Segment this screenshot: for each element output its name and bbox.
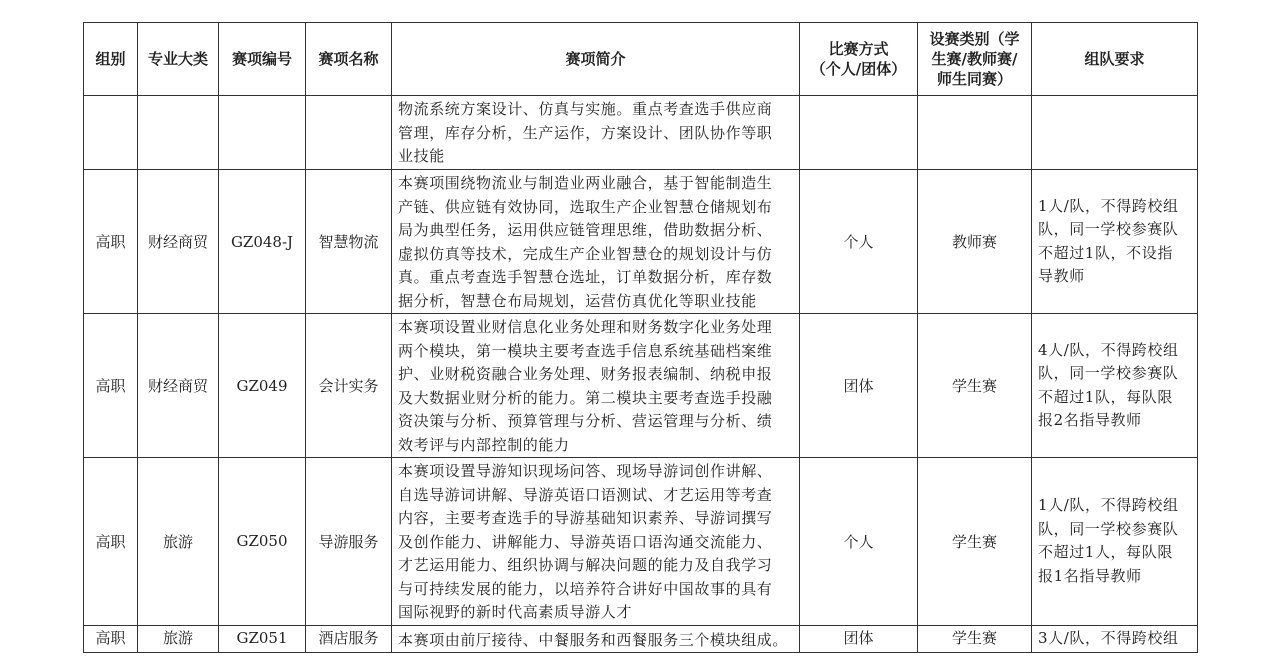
header-desc: 赛项简介 [392,23,800,96]
cell-code: GZ050 [219,458,306,626]
cell-major: 旅游 [138,458,219,626]
table-header-row [84,23,1198,96]
table-row [84,96,1198,170]
table-row [84,314,1198,458]
cell-major: 财经商贸 [138,170,219,314]
cell-desc: 物流系统方案设计、仿真与实施。重点考查选手供应商 管理，库存分析，生产运作，方案设计、团队协作等职 业技能 [392,96,800,170]
cell-team: 1人/队，不得跨校组 队，同一学校参赛队 不超过1人，每队限 报1名指导教师 [1032,458,1198,626]
cell-category: 教师赛 [918,170,1032,314]
cell-team: 3人/队，不得跨校组 [1032,625,1198,652]
cell-team [1032,96,1198,170]
cell-mode: 团体 [800,625,918,652]
cell-team: 4人/队，不得跨校组 队，同一学校参赛队 不超过1队，每队限 报2名指导教师 [1032,314,1198,458]
cell-code: GZ049 [219,314,306,458]
table-row [84,458,1198,626]
cell-code: GZ051 [219,625,306,652]
cell-mode: 团体 [800,314,918,458]
header-group: 组别 [84,23,138,96]
cell-name: 会计实务 [306,314,392,458]
header-category: 设赛类别（学 生赛/教师赛/ 师生同赛） [918,23,1032,96]
header-team: 组队要求 [1032,23,1198,96]
cell-group: 高职 [84,625,138,652]
cell-category: 学生赛 [918,458,1032,626]
header-code: 赛项编号 [219,23,306,96]
cell-group: 高职 [84,170,138,314]
cell-name [306,96,392,170]
cell-name: 智慧物流 [306,170,392,314]
cell-major [138,96,219,170]
cell-desc: 本赛项设置业财信息化业务处理和财务数字化业务处理 两个模块，第一模块主要考查选手信息系统基础档案维 护、业财税资融合业务处理、财务报表编制、纳税申报 及大数据业财分析的能力。第二模块主要考查选手投融 资决策与分析、预算管理与分析、营运管理与分析、绩 效考评与内部控制的能力 [392,314,800,458]
header-major: 专业大类 [138,23,219,96]
cell-category [918,96,1032,170]
cell-group: 高职 [84,314,138,458]
cell-name: 酒店服务 [306,625,392,652]
header-mode: 比赛方式 （个人/团体） [800,23,918,96]
cell-category: 学生赛 [918,314,1032,458]
cell-name: 导游服务 [306,458,392,626]
cell-mode: 个人 [800,170,918,314]
cell-desc: 本赛项由前厅接待、中餐服务和西餐服务三个模块组成。 [392,625,800,652]
cell-team: 1人/队，不得跨校组 队，同一学校参赛队 不超过1队，不设指 导教师 [1032,170,1198,314]
cell-mode [800,96,918,170]
cell-group: 高职 [84,458,138,626]
cell-desc: 本赛项围绕物流业与制造业两业融合，基于智能制造生 产链、供应链有效协同，选取生产企业智慧仓储规划布 局为典型任务，运用供应链管理思维，借助数据分析、 虚拟仿真等技术，完成生产企业智慧仓的规划设计与仿 真。重点考查选手智慧仓选址，订单数据分析，库存数 据分析，智慧仓布局规划，运营仿真优化等职业技能 [392,170,800,314]
cell-mode: 个人 [800,458,918,626]
table-row [84,625,1198,652]
cell-category: 学生赛 [918,625,1032,652]
cell-code: GZ048-J [219,170,306,314]
header-name: 赛项名称 [306,23,392,96]
cell-major: 旅游 [138,625,219,652]
cell-code [219,96,306,170]
table-row [84,170,1198,314]
cell-major: 财经商贸 [138,314,219,458]
competition-table [83,22,1198,653]
cell-group [84,96,138,170]
cell-desc: 本赛项设置导游知识现场问答、现场导游词创作讲解、 自选导游词讲解、导游英语口语测试、才艺运用等考查 内容，主要考查选手的导游基础知识素养、导游词撰写 及创作能力、讲解能力、导游英语口语沟通交流能力、 才艺运用能力、组织协调与解决问题的能力及自我学习 与可持续发展的能力，以培养符合讲好中国故事的具有 国际视野的新时代高素质导游人才 [392,458,800,626]
